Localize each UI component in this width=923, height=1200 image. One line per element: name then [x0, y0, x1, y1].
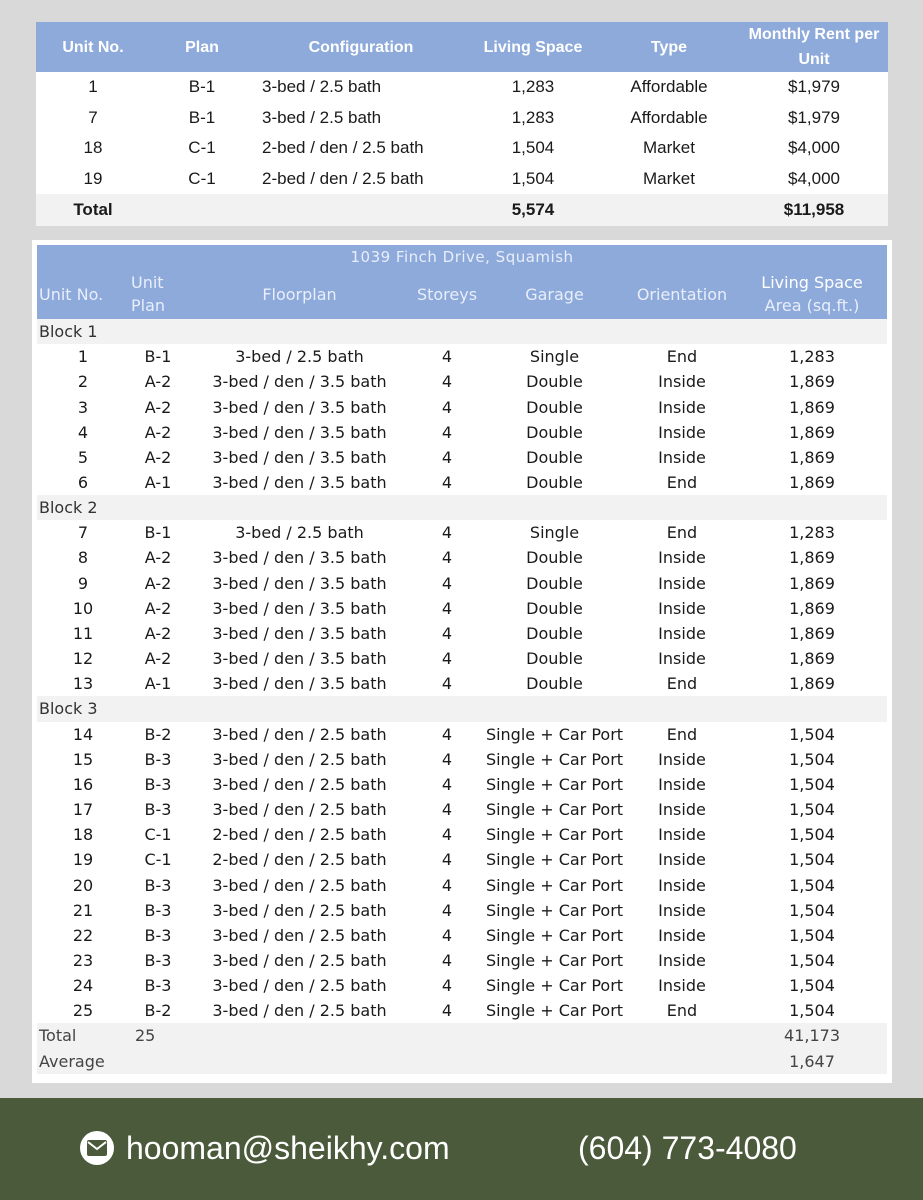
floorplan: 3-bed / den / 2.5 bath — [212, 900, 387, 920]
area: 1,869 — [789, 422, 835, 442]
floorplan: 3-bed / den / 2.5 bath — [212, 800, 387, 820]
floorplan: 3-bed / den / 3.5 bath — [212, 623, 387, 643]
rent-header-living-space: Living Space — [468, 22, 598, 72]
rent-unit: 18 — [36, 133, 150, 164]
table-row — [37, 344, 887, 369]
rent-plan: B-1 — [150, 103, 254, 134]
area: 1,869 — [789, 447, 835, 467]
unit-no: 24 — [72, 976, 94, 996]
rent-table-body — [36, 72, 888, 226]
area: 1,504 — [789, 925, 835, 945]
storeys: 4 — [441, 473, 453, 493]
floorplan: 3-bed / den / 2.5 bath — [212, 724, 387, 744]
storeys: 4 — [441, 875, 453, 895]
orientation: Inside — [658, 774, 706, 794]
orientation: Inside — [658, 649, 706, 669]
rent-total-space: 5,574 — [468, 194, 598, 226]
unit-no: 5 — [77, 447, 89, 467]
storeys: 4 — [441, 397, 453, 417]
unit-no: 20 — [72, 875, 94, 895]
unit-plan: B-3 — [144, 925, 172, 945]
table-row — [37, 872, 887, 897]
unit-plan: A-2 — [144, 649, 172, 669]
floorplan: 3-bed / den / 3.5 bath — [212, 397, 387, 417]
orientation: Inside — [658, 749, 706, 769]
units-header-living-space — [737, 269, 887, 319]
table-row — [37, 822, 887, 847]
orientation: Inside — [658, 825, 706, 845]
units-header-floorplan: Floorplan — [187, 269, 412, 319]
rent-configuration: 2-bed / den / 2.5 bath — [254, 164, 468, 195]
garage: Double — [526, 649, 583, 669]
area: 1,869 — [789, 623, 835, 643]
orientation: End — [666, 473, 698, 493]
table-row — [37, 797, 887, 822]
rent-plan: C-1 — [150, 133, 254, 164]
garage: Single + Car Port — [485, 1001, 624, 1021]
floorplan: 3-bed / den / 2.5 bath — [212, 925, 387, 945]
storeys: 4 — [441, 724, 453, 744]
unit-plan: A-2 — [144, 422, 172, 442]
floorplan: 3-bed / den / 3.5 bath — [212, 422, 387, 442]
orientation: Inside — [658, 548, 706, 568]
garage: Double — [526, 674, 583, 694]
unit-no: 11 — [72, 623, 94, 643]
garage: Single + Car Port — [485, 950, 624, 970]
rent-configuration: 3-bed / 2.5 bath — [254, 103, 468, 134]
table-row — [37, 998, 887, 1023]
rent-living-space: 1,283 — [468, 72, 598, 103]
orientation: Inside — [658, 850, 706, 870]
average-label: Average — [37, 1049, 129, 1074]
floorplan: 3-bed / den / 2.5 bath — [212, 774, 387, 794]
orientation: End — [666, 724, 698, 744]
area: 1,869 — [789, 598, 835, 618]
garage: Double — [526, 473, 583, 493]
storeys: 4 — [441, 447, 453, 467]
unit-plan: A-2 — [144, 548, 172, 568]
garage: Single + Car Port — [485, 976, 624, 996]
rent-header-type: Type — [598, 22, 740, 72]
orientation: Inside — [658, 925, 706, 945]
orientation: Inside — [658, 397, 706, 417]
orientation: Inside — [658, 598, 706, 618]
storeys: 4 — [441, 674, 453, 694]
block-header — [37, 495, 887, 520]
orientation: End — [666, 347, 698, 367]
table-row — [37, 369, 887, 394]
unit-plan: A-2 — [144, 447, 172, 467]
units-caption: 1039 Finch Drive, Squamish — [37, 245, 887, 269]
unit-plan: A-2 — [144, 623, 172, 643]
unit-no: 23 — [72, 950, 94, 970]
table-row — [37, 948, 887, 973]
unit-plan: B-3 — [144, 950, 172, 970]
area: 1,504 — [789, 976, 835, 996]
orientation: Inside — [658, 573, 706, 593]
orientation: Inside — [658, 623, 706, 643]
units-header-unit-plan-line1: Unit — [131, 273, 164, 292]
garage: Single + Car Port — [485, 800, 624, 820]
area: 1,283 — [789, 347, 835, 367]
garage: Single + Car Port — [485, 875, 624, 895]
garage: Single — [529, 523, 580, 543]
storeys: 4 — [441, 598, 453, 618]
area: 1,504 — [789, 825, 835, 845]
floorplan: 3-bed / den / 3.5 bath — [212, 573, 387, 593]
table-row — [37, 898, 887, 923]
block-header — [37, 319, 887, 344]
garage: Double — [526, 397, 583, 417]
rent-header-unit: Unit No. — [36, 22, 150, 72]
area: 1,869 — [789, 372, 835, 392]
units-header-unit-plan — [129, 269, 187, 319]
floorplan: 3-bed / den / 3.5 bath — [212, 649, 387, 669]
table-row — [37, 923, 887, 948]
orientation: Inside — [658, 800, 706, 820]
unit-plan: C-1 — [144, 825, 172, 845]
total-area: 41,173 — [737, 1023, 887, 1048]
units-header-unit-no: Unit No. — [37, 269, 129, 319]
unit-plan: C-1 — [144, 850, 172, 870]
rent-monthly: $1,979 — [740, 103, 888, 134]
area: 1,869 — [789, 649, 835, 669]
storeys: 4 — [441, 825, 453, 845]
unit-plan: B-3 — [144, 900, 172, 920]
floorplan: 3-bed / den / 2.5 bath — [212, 1001, 387, 1021]
block-label: Block 1 — [37, 319, 887, 344]
storeys: 4 — [441, 749, 453, 769]
units-header-living-space-line1: Living Space — [761, 273, 863, 292]
rent-monthly: $4,000 — [740, 133, 888, 164]
garage: Single + Car Port — [485, 724, 624, 744]
storeys: 4 — [441, 523, 453, 543]
units-table-body — [37, 319, 887, 1023]
block-header — [37, 696, 887, 721]
table-row — [37, 545, 887, 570]
table-row — [37, 596, 887, 621]
storeys: 4 — [441, 800, 453, 820]
rent-header-configuration: Configuration — [254, 22, 468, 72]
rent-monthly: $1,979 — [740, 72, 888, 103]
unit-plan: B-2 — [144, 724, 172, 744]
floorplan: 3-bed / den / 3.5 bath — [212, 598, 387, 618]
storeys: 4 — [441, 422, 453, 442]
garage: Double — [526, 598, 583, 618]
area: 1,504 — [789, 950, 835, 970]
area: 1,504 — [789, 774, 835, 794]
rent-living-space: 1,283 — [468, 103, 598, 134]
garage: Double — [526, 623, 583, 643]
floorplan: 3-bed / den / 2.5 bath — [212, 976, 387, 996]
unit-plan: B-3 — [144, 800, 172, 820]
area: 1,504 — [789, 900, 835, 920]
units-header-area-line2: Area (sq.ft.) — [764, 296, 860, 315]
rent-header-plan: Plan — [150, 22, 254, 72]
garage: Single + Car Port — [485, 850, 624, 870]
table-row — [37, 445, 887, 470]
garage: Double — [526, 573, 583, 593]
table-row — [37, 847, 887, 872]
orientation: End — [666, 674, 698, 694]
floorplan: 3-bed / den / 3.5 bath — [212, 372, 387, 392]
unit-no: 21 — [72, 900, 94, 920]
unit-plan: B-2 — [144, 1001, 172, 1021]
area: 1,504 — [789, 850, 835, 870]
floorplan: 3-bed / den / 3.5 bath — [212, 473, 387, 493]
unit-no: 15 — [72, 749, 94, 769]
orientation: Inside — [658, 950, 706, 970]
unit-plan: B-3 — [144, 976, 172, 996]
units-table — [37, 245, 887, 1074]
phone-link[interactable]: (604) 773-4080 — [578, 1130, 797, 1166]
email-icon[interactable] — [80, 1131, 114, 1165]
unit-plan: B-1 — [144, 523, 172, 543]
storeys: 4 — [441, 649, 453, 669]
unit-no: 3 — [77, 397, 89, 417]
area: 1,504 — [789, 1001, 835, 1021]
orientation: End — [666, 1001, 698, 1021]
unit-no: 19 — [72, 850, 94, 870]
unit-no: 12 — [72, 649, 94, 669]
rent-monthly: $4,000 — [740, 164, 888, 195]
unit-no: 17 — [72, 800, 94, 820]
orientation: End — [666, 523, 698, 543]
area: 1,283 — [789, 523, 835, 543]
unit-no: 22 — [72, 925, 94, 945]
table-row — [37, 722, 887, 747]
rent-header-row — [36, 22, 888, 72]
orientation: Inside — [658, 447, 706, 467]
garage: Single + Car Port — [485, 749, 624, 769]
unit-no: 1 — [77, 347, 89, 367]
area: 1,504 — [789, 749, 835, 769]
storeys: 4 — [441, 548, 453, 568]
rent-total-rent: $11,958 — [740, 194, 888, 226]
units-summary — [37, 1023, 887, 1073]
storeys: 4 — [441, 1001, 453, 1021]
area: 1,869 — [789, 573, 835, 593]
unit-no: 10 — [72, 598, 94, 618]
unit-no: 2 — [77, 372, 89, 392]
units-header-orientation: Orientation — [627, 269, 737, 319]
rent-type: Affordable — [598, 72, 740, 103]
rent-total-label: Total — [36, 194, 150, 226]
rent-row — [36, 164, 888, 195]
unit-plan: A-2 — [144, 598, 172, 618]
rent-unit: 7 — [36, 103, 150, 134]
table-row — [37, 520, 887, 545]
area: 1,504 — [789, 800, 835, 820]
table-row — [37, 646, 887, 671]
rent-total-row — [36, 194, 888, 226]
unit-plan: A-2 — [144, 397, 172, 417]
unit-no: 8 — [77, 548, 89, 568]
total-label: Total — [37, 1023, 129, 1048]
table-row — [37, 394, 887, 419]
rent-living-space: 1,504 — [468, 164, 598, 195]
floorplan: 3-bed / den / 3.5 bath — [212, 674, 387, 694]
block-label: Block 3 — [37, 696, 887, 721]
garage: Double — [526, 548, 583, 568]
storeys: 4 — [441, 372, 453, 392]
rent-configuration: 2-bed / den / 2.5 bath — [254, 133, 468, 164]
garage: Single + Car Port — [485, 825, 624, 845]
rent-plan: B-1 — [150, 72, 254, 103]
rent-type: Market — [598, 133, 740, 164]
units-total-row — [37, 1023, 887, 1048]
block-label: Block 2 — [37, 495, 887, 520]
garage: Double — [526, 372, 583, 392]
garage: Single + Car Port — [485, 925, 624, 945]
average-area: 1,647 — [737, 1049, 887, 1074]
area: 1,869 — [789, 473, 835, 493]
rent-type: Affordable — [598, 103, 740, 134]
area: 1,869 — [789, 674, 835, 694]
orientation: Inside — [658, 875, 706, 895]
garage: Single — [529, 347, 580, 367]
garage: Double — [526, 447, 583, 467]
unit-no: 18 — [72, 825, 94, 845]
units-average-row — [37, 1049, 887, 1074]
table-row — [37, 470, 887, 495]
table-row — [37, 671, 887, 696]
units-caption-row — [37, 245, 887, 269]
unit-no: 25 — [72, 1001, 94, 1021]
area: 1,504 — [789, 875, 835, 895]
rent-summary-table — [36, 22, 888, 226]
email-link[interactable]: hooman@sheikhy.com — [126, 1130, 450, 1166]
total-count: 25 — [129, 1023, 187, 1048]
table-row — [37, 420, 887, 445]
storeys: 4 — [441, 900, 453, 920]
units-header-storeys: Storeys — [412, 269, 482, 319]
unit-no: 14 — [72, 724, 94, 744]
rent-configuration: 3-bed / 2.5 bath — [254, 72, 468, 103]
storeys: 4 — [441, 774, 453, 794]
table-row — [37, 973, 887, 998]
floorplan: 3-bed / 2.5 bath — [235, 347, 364, 367]
floorplan: 2-bed / den / 2.5 bath — [212, 850, 387, 870]
orientation: Inside — [658, 976, 706, 996]
storeys: 4 — [441, 347, 453, 367]
area: 1,504 — [789, 724, 835, 744]
floorplan: 3-bed / 2.5 bath — [235, 523, 364, 543]
units-header-garage: Garage — [482, 269, 627, 319]
rent-unit: 19 — [36, 164, 150, 195]
unit-plan: B-1 — [144, 347, 172, 367]
unit-no: 6 — [77, 473, 89, 493]
area: 1,869 — [789, 548, 835, 568]
table-row — [37, 747, 887, 772]
unit-plan: A-2 — [144, 573, 172, 593]
storeys: 4 — [441, 850, 453, 870]
orientation: Inside — [658, 900, 706, 920]
rent-plan: C-1 — [150, 164, 254, 195]
storeys: 4 — [441, 950, 453, 970]
unit-no: 13 — [72, 674, 94, 694]
floorplan: 3-bed / den / 2.5 bath — [212, 950, 387, 970]
rent-header-monthly-rent: Monthly Rent per Unit — [740, 22, 888, 72]
rent-row — [36, 103, 888, 134]
area: 1,869 — [789, 397, 835, 417]
unit-plan: A-1 — [144, 674, 172, 694]
units-table-panel — [32, 240, 892, 1083]
floorplan: 2-bed / den / 2.5 bath — [212, 825, 387, 845]
storeys: 4 — [441, 925, 453, 945]
unit-plan: B-3 — [144, 749, 172, 769]
rent-row — [36, 133, 888, 164]
unit-plan: B-3 — [144, 875, 172, 895]
garage: Double — [526, 422, 583, 442]
table-row — [37, 571, 887, 596]
units-header-row — [37, 269, 887, 319]
unit-no: 7 — [77, 523, 89, 543]
floorplan: 3-bed / den / 3.5 bath — [212, 548, 387, 568]
unit-no: 4 — [77, 422, 89, 442]
floorplan: 3-bed / den / 2.5 bath — [212, 749, 387, 769]
orientation: Inside — [658, 422, 706, 442]
rent-unit: 1 — [36, 72, 150, 103]
storeys: 4 — [441, 623, 453, 643]
orientation: Inside — [658, 372, 706, 392]
floorplan: 3-bed / den / 2.5 bath — [212, 875, 387, 895]
unit-plan: A-1 — [144, 473, 172, 493]
table-row — [37, 772, 887, 797]
storeys: 4 — [441, 976, 453, 996]
unit-no: 9 — [77, 573, 89, 593]
rent-living-space: 1,504 — [468, 133, 598, 164]
floorplan: 3-bed / den / 3.5 bath — [212, 447, 387, 467]
unit-plan: B-3 — [144, 774, 172, 794]
table-row — [37, 621, 887, 646]
storeys: 4 — [441, 573, 453, 593]
unit-plan: A-2 — [144, 372, 172, 392]
unit-no: 16 — [72, 774, 94, 794]
garage: Single + Car Port — [485, 900, 624, 920]
rent-type: Market — [598, 164, 740, 195]
rent-row — [36, 72, 888, 103]
units-header-unit-plan-line2: Plan — [131, 296, 166, 315]
garage: Single + Car Port — [485, 774, 624, 794]
